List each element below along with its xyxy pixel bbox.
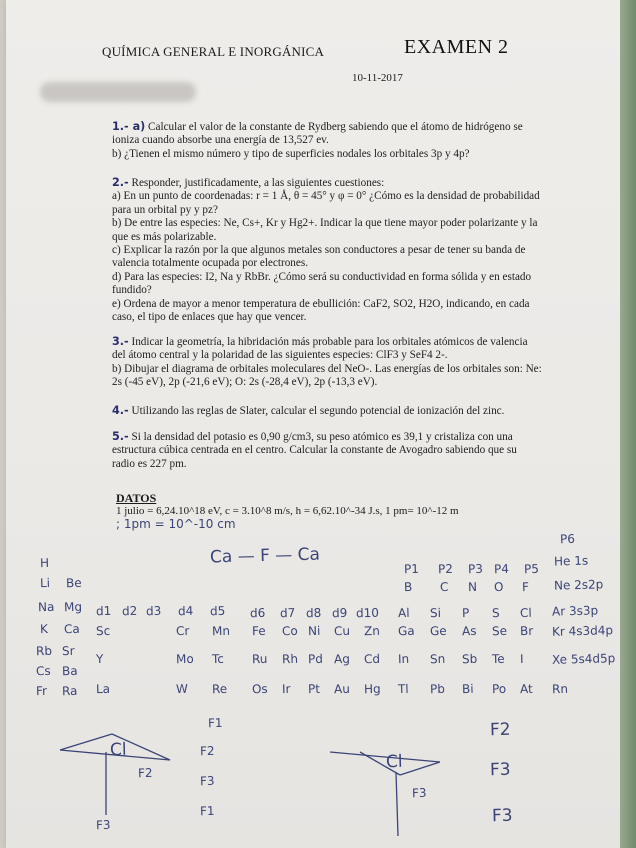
hw-element-symbol: Ga [397,623,415,639]
question-item: d) Para las especies: I2, Na y RbBr. ¿Cómo será su conductividad en forma sólida y en estado fundido? [112,270,532,297]
hw-row2p-2: N [467,579,478,595]
hw-element-symbol: Hg [363,681,381,697]
hw-f-label: F2 [199,743,215,759]
hw-f-label: F3 [95,817,111,833]
hw-element-symbol: Cu [333,623,351,639]
hw-element-symbol: Po [491,681,507,697]
sketch-line [60,734,112,750]
hw-f-label: F3 [411,785,427,801]
hw-element-symbol: Mn [211,623,231,639]
hw-group2-5: Ra [61,683,78,699]
sketch-line [360,752,400,775]
hw-element-symbol: Cr [175,623,190,639]
hw-element-symbol: Kr 4s3d4p [551,623,614,639]
hw-element-symbol: Ir [281,681,291,697]
hw-group2-4: Ba [61,663,78,679]
handwritten-ca-f-ca: Ca — F — Ca [209,544,321,568]
hw-f-label: F1 [199,803,215,819]
question-text: Calcular el valor de la constante de Rydberg sabiendo que el átomo de hidrógeno se ioniza cuando absorbe una energía de 13,527 ev. [112,121,523,147]
hw-group1-4: Rb [35,643,53,659]
hw-element-symbol: Bi [461,681,474,697]
hw-element-symbol: Pb [429,681,446,697]
hw-row3p-3: S [491,605,500,621]
hw-element-symbol: Mo [175,651,194,667]
hw-element-symbol: Rh [281,651,299,667]
question-number: 1.- a) [112,120,146,133]
hw-d6: d6 [249,605,266,621]
hw-element-symbol: Ag [333,651,351,667]
hw-group1-5: Cs [35,663,51,679]
exam-title: EXAMEN 2 [404,36,509,58]
hw-central-atom-1: Cl [109,739,127,761]
hw-row3p-5: Ar 3s3p [551,603,599,619]
datos-constants: 1 julio = 6,24.10^18 eV, c = 3.10^8 m/s, h = 6,62.10^-34 J.s, 1 pm= 10^-12 m [116,505,459,517]
sketch-line [330,752,440,762]
question-text: Si la densidad del potasio es 0,90 g/cm3, su peso atómico es 39,1 y cristaliza con una estructura cúbica centrada en el centro. Calcular la constante de Avogadro sabiendo que su radio es 227 pm. [112,431,517,470]
hw-group1-6: Fr [35,683,48,699]
datos-title: DATOS [116,491,157,505]
question-item: b) De entre las especies: Ne, Cs+, Kr y Hg2+. Indicar la que tiene mayor poder polarizante y la que es más polarizable. [112,217,538,243]
hw-group1-0: H [39,555,50,571]
hw-element-symbol: Au [333,681,351,697]
hw-group2-1: Mg [63,599,83,615]
hw-element-symbol: Te [491,651,505,667]
question-text: Utilizando las reglas de Slater, calcular el segundo potencial de ionización del zinc. [131,405,505,417]
hw-element-symbol: In [397,651,410,667]
hw-element-symbol: Cd [363,651,381,667]
hw-d2: d2 [121,603,138,619]
question-item: a) En un punto de coordenadas: r = 1 Å, θ = 45° y φ = 0° ¿Cómo es la densidad de probabilidad para un orbital py y pz? [112,190,540,216]
sketch-line [396,772,398,836]
question-number: 5.- [112,430,129,443]
hw-group2-3: Sr [61,643,75,659]
hw-group1-2: Na [37,599,55,615]
hw-element-symbol: Pd [307,651,324,667]
hw-row3p-2: P [461,605,470,621]
hw-element-symbol: Xe 5s4d5p [551,651,616,667]
question-item: c) Explicar la razón por la que algunos metales son conductores a pesar de tener su banda de valencia totalmente ocupada por electrones. [112,244,526,270]
hw-element-symbol: Tc [211,651,225,667]
hw-d5: d5 [209,603,226,619]
hw-f-label: F2 [489,719,511,741]
hw-row3p-0: Al [397,605,410,621]
question-text: Indicar la geometría, la hibridación más probable para los orbitales atómicos de valencia del átomo central y la polaridad de las siguientes especies: ClF3 y SeF4 2-. [112,336,528,362]
hw-row3p-1: Si [429,605,442,621]
hw-p3: P3 [467,561,484,577]
hw-p5: P5 [523,561,540,577]
hw-element-symbol: Os [251,681,268,697]
hw-d9: d9 [331,605,348,621]
hw-element-symbol: Ni [307,623,321,639]
hw-row2p-3: O [493,579,504,595]
course-title: QUÍMICA GENERAL E INORGÁNICA [102,44,325,59]
hw-element-symbol: Co [281,623,298,639]
hw-f-label: F1 [207,715,223,731]
hw-element-symbol: Y [95,651,104,667]
question-item: e) Ordena de mayor a menor temperatura de ebullición: CaF2, SO2, H2O, indicando, en cada caso, el tipo de enlaces que hay que vencer. [112,297,530,324]
hw-group1-1: Li [39,575,51,591]
hw-d4: d4 [177,603,194,619]
hw-element-symbol: Tl [397,681,409,697]
hw-f-label: F3 [491,805,513,827]
hw-element-symbol: As [461,623,477,639]
hw-group2-0: Be [65,575,82,591]
hw-d3: d3 [145,603,162,619]
question-text: b) Dibujar el diagrama de orbitales moleculares del NeO-. Las energías de los orbitales son: Ne: 2s (-45 eV), 2p (-21,6 eV); O: 2s (-28,4 eV), 2p (-13,3 eV). [112,362,542,389]
hw-element-symbol: Pt [307,681,321,697]
question-text: b) ¿Tienen el mismo número y tipo de superficies nodales los orbitales 3p y 4p? [112,147,470,160]
sketch-line [60,750,170,760]
hw-row2p-5: Ne 2s2p [553,577,604,593]
hw-p4: P4 [493,561,510,577]
hw-element-symbol: Sc [95,623,111,639]
question-intro: Responder, justificadamente, a las siguientes cuestiones: [131,177,385,189]
question-number: 2.- [112,176,129,189]
hw-element-symbol: Re [211,681,228,697]
hw-d7: d7 [279,605,296,621]
sketch-line [400,762,440,775]
hw-row2p-1: C [439,579,449,595]
hw-element-symbol: W [175,681,189,697]
handwritten-he: He 1s [553,553,589,569]
hw-element-symbol: Rn [551,681,569,697]
hw-element-symbol: Sb [461,651,478,667]
question-number: 4.- [112,404,129,417]
hw-element-symbol: At [519,681,533,697]
hw-f-label: F3 [489,759,511,781]
hw-p2: P2 [437,561,454,577]
hw-element-symbol: Ge [429,623,447,639]
hw-d1: d1 [95,603,112,619]
hw-element-symbol: Ru [251,651,268,667]
hw-row2p-4: F [521,579,530,595]
hw-central-atom-2: Cl [385,751,403,773]
hw-element-symbol: Fe [251,623,266,639]
hw-f-label: F3 [199,773,215,789]
handwritten-note: ; 1pm = 10^-10 cm [116,517,236,531]
hw-row3p-4: Cl [519,605,532,621]
hw-element-symbol: Br [519,623,534,639]
hw-group1-3: K [39,621,49,637]
handwritten-p6-label: P6 [559,531,576,547]
hw-element-symbol: Sn [429,651,446,667]
question-number: 3.- [112,335,129,348]
exam-date: 10-11-2017 [352,72,403,84]
hw-element-symbol: Se [491,623,508,639]
hw-d10: d10 [355,605,380,621]
hw-p1: P1 [403,561,420,577]
hw-element-symbol: I [519,651,524,667]
hw-element-symbol: Zn [363,623,381,639]
hw-element-symbol: La [95,681,111,697]
hw-row2p-0: B [403,579,413,595]
hw-d8: d8 [305,605,322,621]
hw-group2-2: Ca [63,621,80,637]
hw-f-label: F2 [137,765,153,781]
